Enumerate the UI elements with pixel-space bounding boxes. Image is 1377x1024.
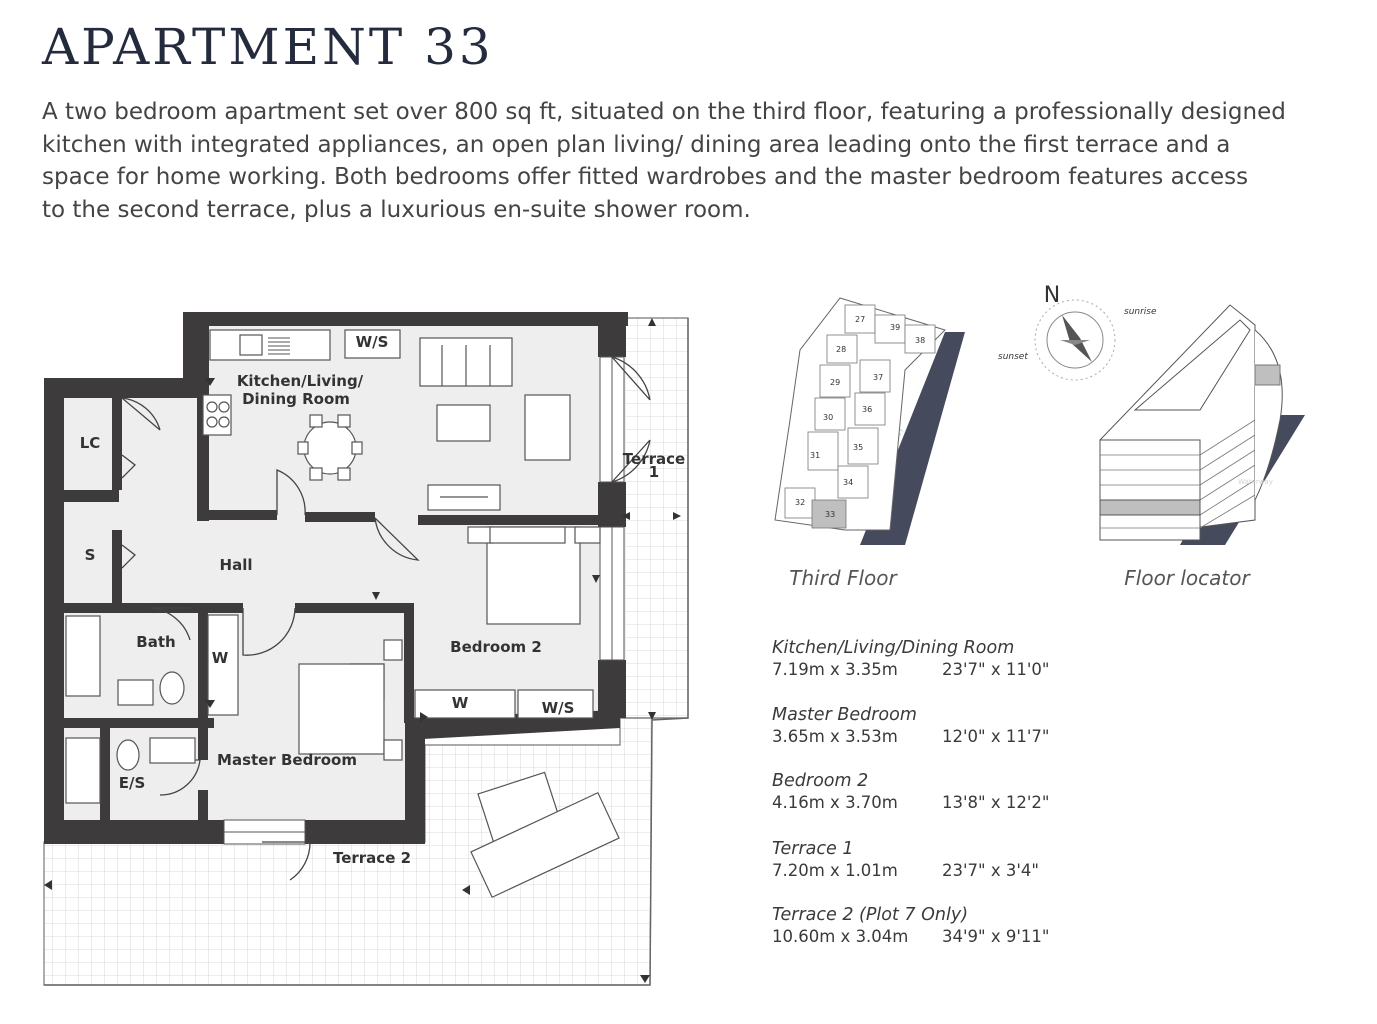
label-master-bedroom: Master Bedroom <box>217 751 357 769</box>
unit-number: 29 <box>830 378 841 387</box>
unit-number: 39 <box>890 323 901 332</box>
label-ensuite: E/S <box>118 774 146 792</box>
third-floor-keyplan <box>775 298 965 590</box>
room-metric: 3.65m x 3.53m <box>772 727 898 746</box>
floor-locator-building <box>1100 305 1305 545</box>
sunset-label: sunset <box>998 352 1028 362</box>
sunrise-label: sunrise <box>1124 307 1157 317</box>
unit-number: 27 <box>855 315 866 324</box>
third-floor-caption: Third Floor <box>789 566 897 590</box>
unit-number: 31 <box>810 451 821 460</box>
label-storage: S <box>84 546 96 564</box>
unit-number: 35 <box>853 443 864 452</box>
room-name: Terrace 2 (Plot 7 Only) <box>772 905 969 925</box>
apartment-description <box>42 96 1342 226</box>
unit-number: 28 <box>836 345 847 354</box>
description-line: space for home working. Both bedrooms offer fitted wardrobes and the master bedroom features access <box>42 164 1249 190</box>
label-kitchen-line2: Dining Room <box>242 390 350 408</box>
floor-plan <box>30 300 710 1000</box>
room-dimension-entry <box>772 704 1050 748</box>
room-metric: 10.60m x 3.04m <box>772 927 909 946</box>
label-ws-kitchen: W/S <box>355 333 389 351</box>
room-metric: 7.19m x 3.35m <box>772 660 898 679</box>
room-imperial: 13'8" x 12'2" <box>942 793 1050 812</box>
unit-number: 30 <box>823 413 834 422</box>
description-line: A two bedroom apartment set over 800 sq ft, situated on the third floor, featuring a professionally designed <box>42 99 1286 125</box>
unit-number: 34 <box>843 478 854 487</box>
room-name: Terrace 1 <box>772 839 854 859</box>
unit-number: 36 <box>862 405 873 414</box>
room-imperial: 34'9" x 9'11" <box>942 927 1050 946</box>
label-terrace-2: Terrace 2 <box>332 849 412 867</box>
label-terrace-1: Terrace <box>622 450 686 468</box>
label-kitchen-line1: Kitchen/Living/ <box>236 372 364 390</box>
label-ws-bed2: W/S <box>541 699 575 717</box>
unit-number: 33 <box>825 510 836 519</box>
waterway-label: Waterway <box>1238 478 1273 486</box>
unit-number: 38 <box>915 336 926 345</box>
unit-number: 32 <box>795 498 806 507</box>
room-metric: 4.16m x 3.70m <box>772 793 898 812</box>
room-name: Kitchen/Living/Dining Room <box>772 638 1015 658</box>
room-imperial: 23'7" x 3'4" <box>942 861 1039 880</box>
unit-number: 37 <box>873 373 884 382</box>
key-plan <box>760 280 1320 610</box>
label-bedroom-2: Bedroom 2 <box>450 638 542 656</box>
description-line: kitchen with integrated appliances, an open plan living/ dining area leading onto the first terrace and a <box>42 131 1231 158</box>
room-metric: 7.20m x 1.01m <box>772 861 898 880</box>
room-dimension-entry <box>772 637 1050 681</box>
room-imperial: 12'0" x 11'7" <box>942 727 1050 746</box>
label-wardrobe-bed2: W <box>451 694 469 712</box>
apartment-title: APARTMENT 33 <box>42 18 494 76</box>
label-bath: Bath <box>136 633 176 651</box>
label-hall: Hall <box>219 556 253 574</box>
room-dimension-entry <box>772 770 1050 814</box>
compass <box>998 283 1157 380</box>
room-name: Master Bedroom <box>772 705 917 725</box>
compass-needle-icon <box>1062 315 1092 362</box>
label-lc: LC <box>79 434 101 452</box>
label-wardrobe-hall: W <box>211 649 229 667</box>
room-dimension-entry <box>772 838 1039 882</box>
room-imperial: 23'7" x 11'0" <box>942 660 1050 679</box>
room-dimension-entry <box>772 904 1050 948</box>
floor-locator-caption: Floor locator <box>1124 566 1250 590</box>
label-terrace-1-number: 1 <box>648 463 660 481</box>
compass-north-label: N <box>1043 283 1061 308</box>
description-line: to the second terrace, plus a luxurious en-suite shower room. <box>42 196 751 223</box>
room-name: Bedroom 2 <box>772 771 869 791</box>
